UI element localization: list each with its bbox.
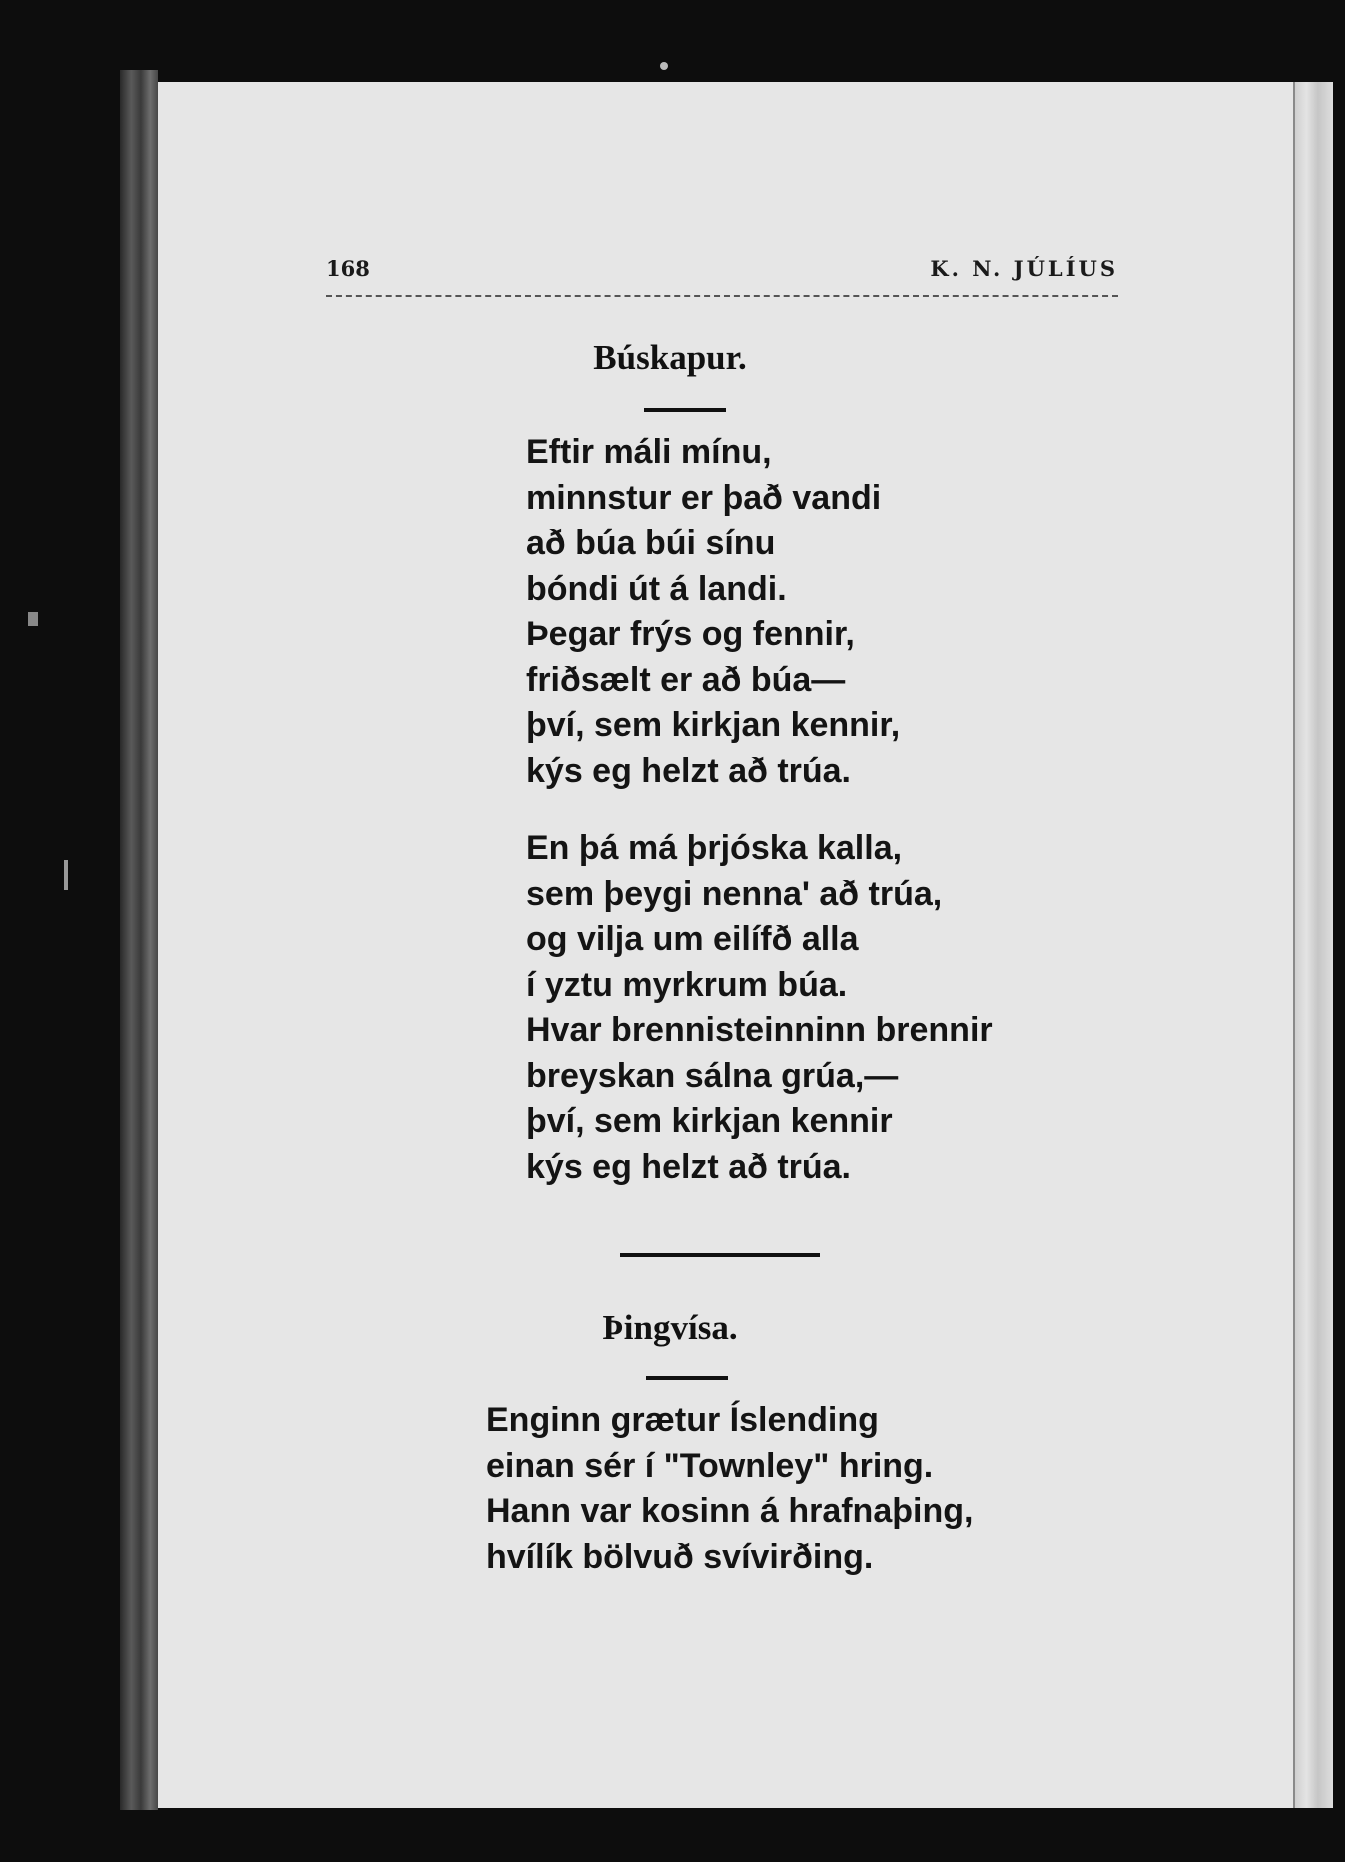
verse-line: í yztu myrkrum búa.: [526, 965, 848, 1004]
verse-line: og vilja um eilífð alla: [526, 920, 859, 958]
stanza: [486, 1398, 973, 1580]
poem-title: Búskapur.: [593, 338, 747, 377]
title-rule: [646, 1376, 728, 1380]
verse-line: að búa búi sínu: [526, 524, 776, 562]
page-edge: [1293, 82, 1333, 1808]
scan-speck: [28, 612, 38, 626]
scan-speck: [660, 62, 668, 70]
verse-line: bóndi út á landi.: [526, 569, 787, 608]
section-divider: [620, 1253, 820, 1257]
verse-line: kýs eg helzt að trúa.: [526, 751, 851, 790]
book-spine: [120, 70, 158, 1810]
page-number: 168: [326, 256, 370, 281]
verse-line: sem þeygi nenna' að trúa,: [526, 874, 943, 913]
verse-line: Hann var kosinn á hrafnaþing,: [486, 1492, 974, 1530]
verse-line: einan sér í "Townley" hring.: [486, 1446, 934, 1485]
verse-line: því, sem kirkjan kennir,: [526, 706, 901, 744]
stanza: [526, 826, 993, 1190]
verse-line: breyskan sálna grúa,—: [526, 1056, 899, 1095]
verse-line: En þá má þrjóska kalla,: [526, 829, 903, 867]
verse-line: Hvar brennisteinninn brennir: [526, 1011, 993, 1049]
verse-line: Eftir máli mínu,: [526, 433, 772, 471]
title-rule: [644, 408, 726, 412]
running-head: K. N. JÚLÍUS: [930, 256, 1118, 281]
poem-title: Þingvísa.: [602, 1308, 738, 1347]
verse-line: því, sem kirkjan kennir: [526, 1102, 893, 1140]
stanza: [526, 430, 900, 794]
page-header: [326, 256, 1118, 288]
verse-line: kýs eg helzt að trúa.: [526, 1147, 851, 1186]
header-rule: [326, 295, 1118, 297]
verse-line: friðsælt er að búa—: [526, 660, 846, 699]
scan-speck: [64, 860, 68, 890]
verse-line: Þegar frýs og fennir,: [526, 615, 855, 653]
verse-line: Enginn grætur Íslending: [486, 1401, 879, 1439]
verse-line: hvílík bölvuð svívirðing.: [486, 1537, 874, 1576]
verse-line: minnstur er það vandi: [526, 478, 882, 517]
